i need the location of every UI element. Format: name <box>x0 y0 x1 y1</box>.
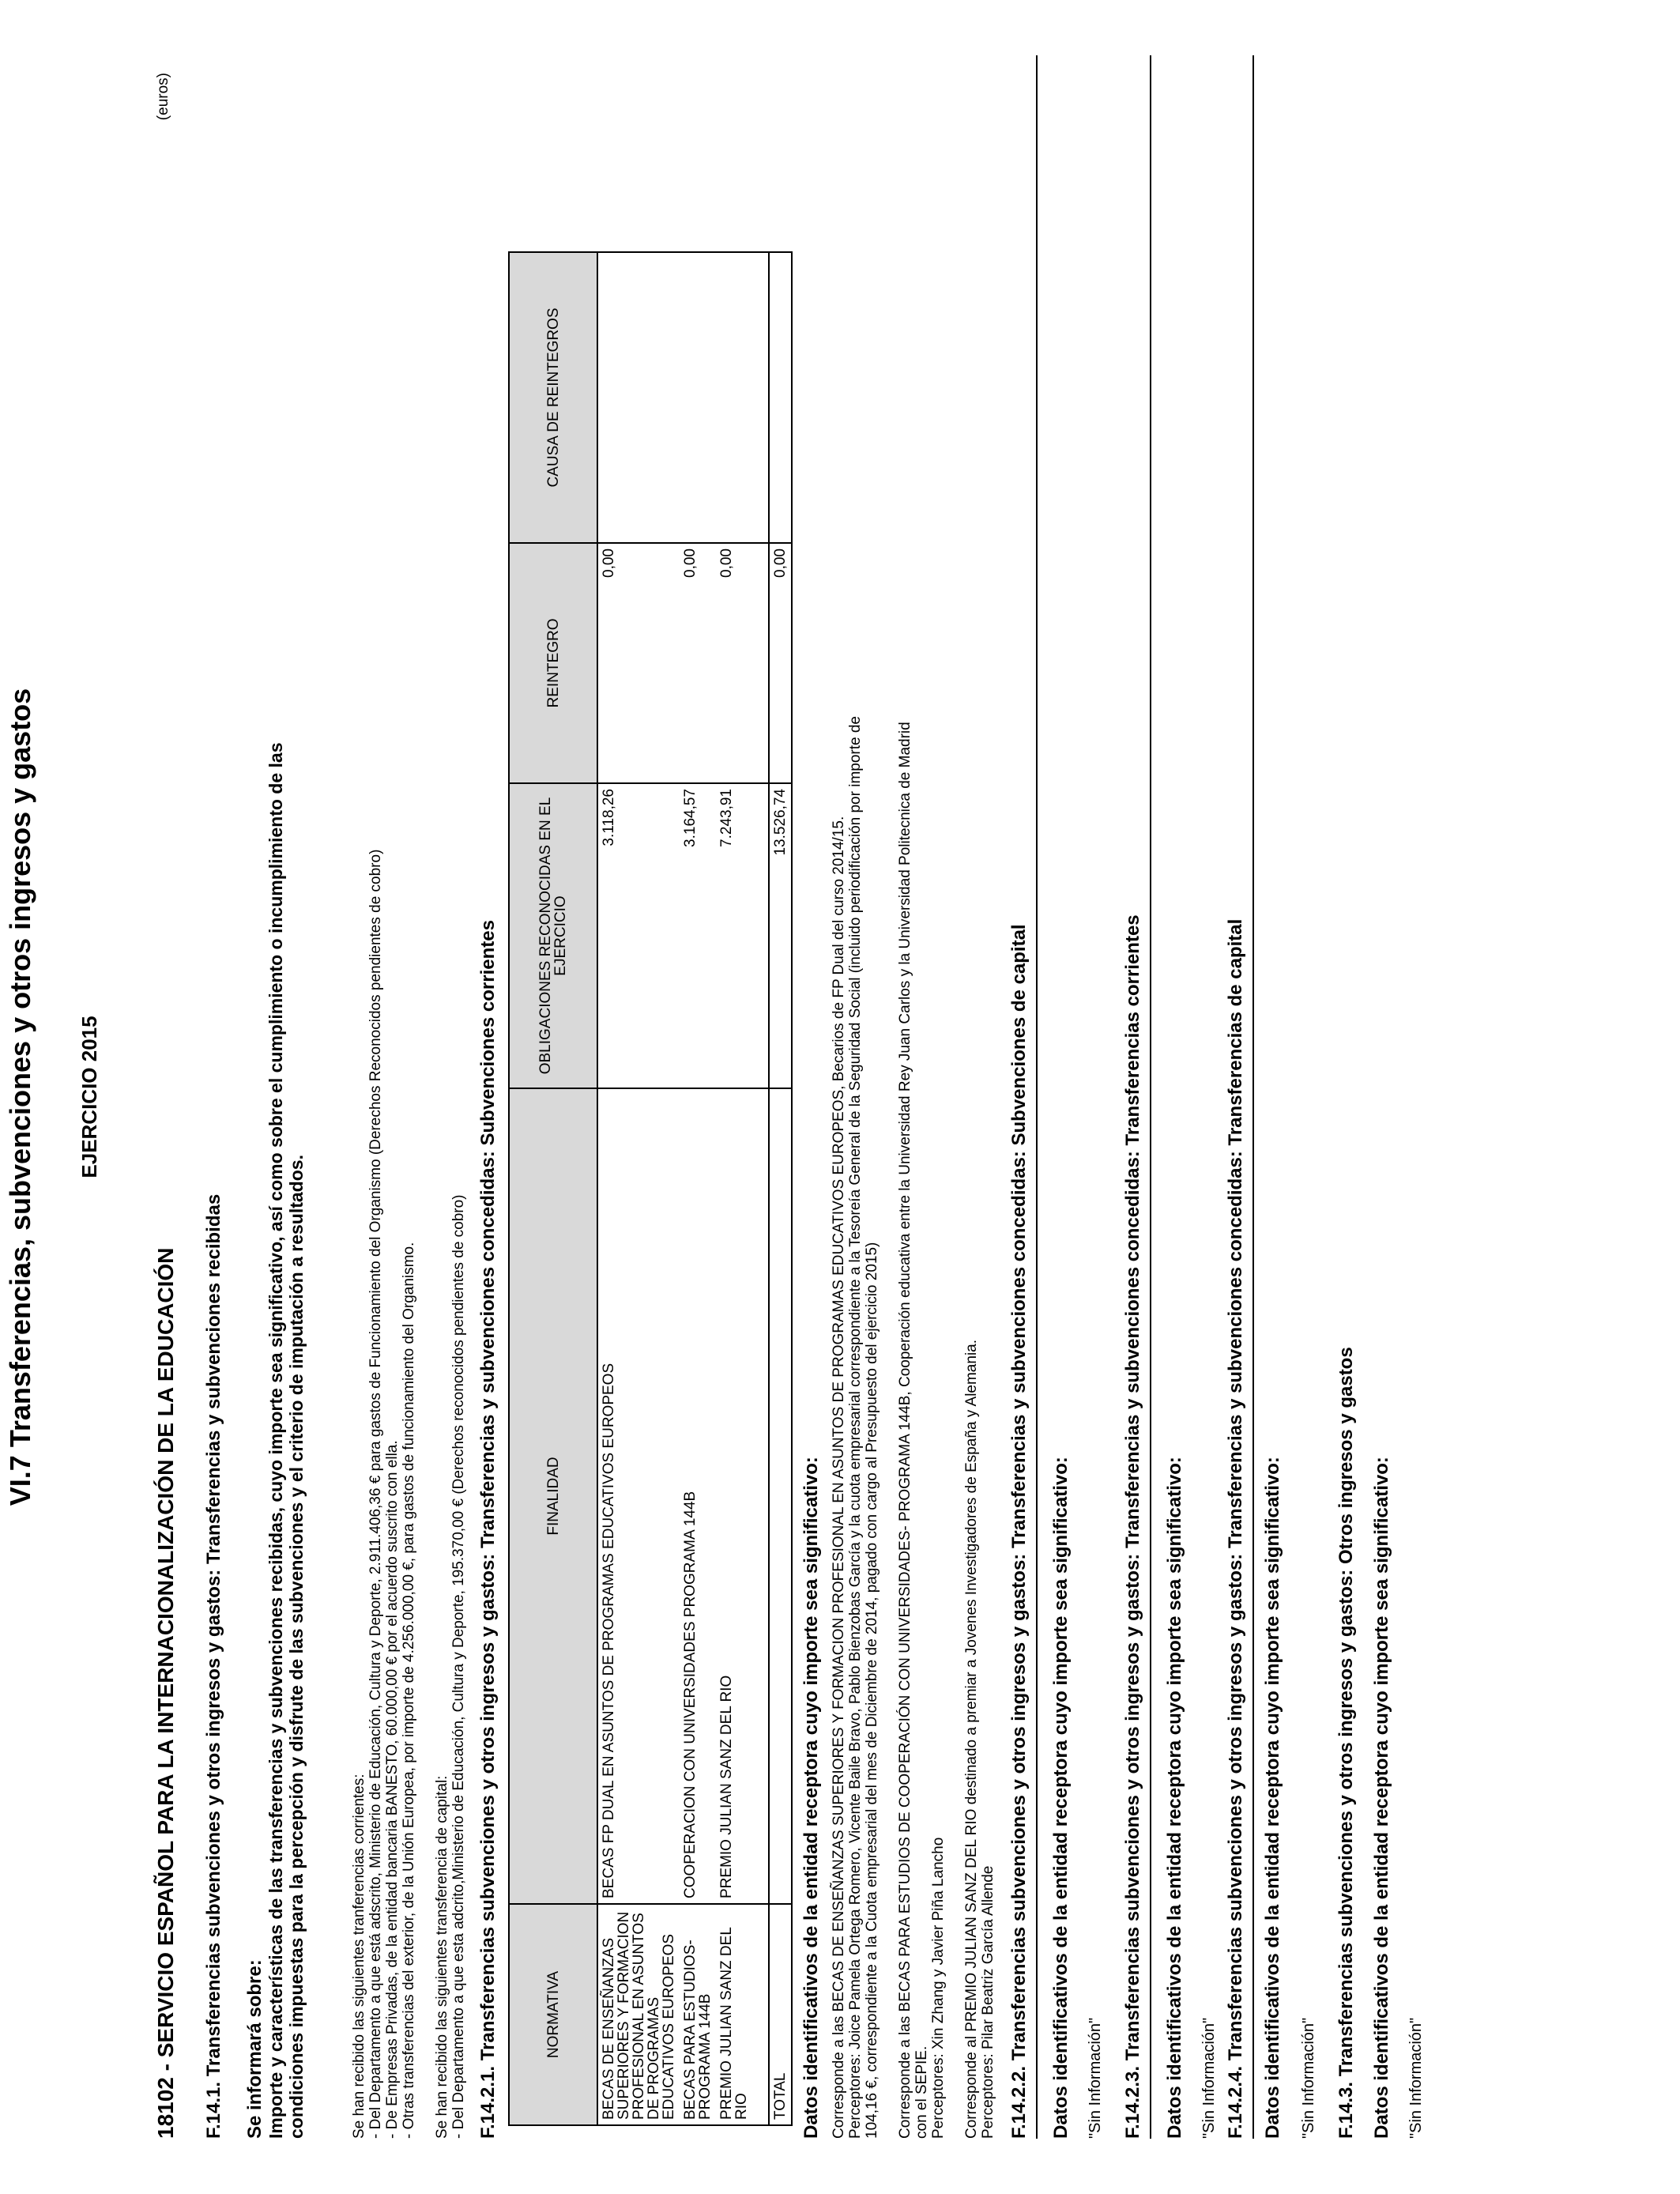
informara-body-line-2: condiciones impuestas para la percepción y disfrute de las subvenciones y el criterio de imputación a resultados. <box>286 1155 307 2139</box>
f1423-datos-label: Datos identificativos de la entidad receptora cuyo importe sea significativo: <box>1164 1457 1185 2139</box>
paragraph-line: Corresponde al PREMIO JULIAN SANZ DEL RIO destinado a premiar a Jovenes Investigadores de España y Alemania. <box>963 1339 980 2139</box>
total-finalidad <box>769 1088 792 1904</box>
f1421-datos-label: Datos identificativos de la entidad receptora cuyo importe sea significativo: <box>800 1457 822 2139</box>
cell-finalidad: PREMIO JULIAN SANZ DEL RIO <box>716 1088 769 1904</box>
paragraph-line: Perceptores: Xin Zhang y Javier Piña Lancho <box>930 1837 947 2139</box>
page-title: VI.7 Transferencias, subvenciones y otros ingresos y gastos <box>4 688 36 1506</box>
paragraph-line: 104,16 €, correspondiente a la Cuota empresarial del mes de Diciembre de 2014, pagado con cargo al Presupuesto del ejercicio 2015) <box>864 1242 880 2139</box>
units-label: (euros) <box>155 73 171 121</box>
table-row <box>716 252 769 2125</box>
cell-obligaciones: 3.164,57 <box>680 783 716 1088</box>
capital-line: - Del Departamento a que esta adcrito,Ministerio de Educación, Cultura y Deporte, 195.370,00 € (Derechos reconocidos pendientes de cobro) <box>450 1194 467 2139</box>
header-normativa: NORMATIVA <box>509 1904 597 2125</box>
capital-block <box>434 55 467 2139</box>
cell-reintegro: 0,00 <box>597 543 680 783</box>
cell-finalidad: COOPERACION CON UNIVERSIDADES PROGRAMA 144B <box>680 1088 716 1904</box>
becas-cooperacion-paragraph <box>897 55 947 2139</box>
f1424-datos-label: Datos identificativos de la entidad receptora cuyo importe sea significativo: <box>1262 1457 1283 2139</box>
f1424-value: "Sin Información" <box>1300 2017 1317 2139</box>
f1424-heading: F.14.2.4. Transferencias subvenciones y otros ingresos y gastos: Transferencias y subvenciones concedidas: Transferencias de capital <box>1225 918 1246 2139</box>
cell-obligaciones: 7.243,91 <box>716 783 769 1088</box>
total-causa <box>769 252 792 543</box>
cell-obligaciones: 3.118,26 <box>597 783 680 1088</box>
becas-fp-paragraph <box>831 55 880 2139</box>
table-row <box>680 252 716 2125</box>
corrientes-line: Se han recibido las siguientes tranferencias corrientes: <box>351 1774 367 2139</box>
paragraph-line: Corresponde a las BECAS DE ENSEÑANZAS SUPERIORES Y FORMACION PROFESIONAL EN ASUNTOS DE PROGRAMAS EDUCATIVOS EUROPEOS, Becarios de FP Dual del curso 2014/15. <box>831 816 847 2139</box>
cell-normativa: BECAS DE ENSEÑANZAS SUPERIORES Y FORMACION PROFESIONAL EN ASUNTOS DE PROGRAMAS EDUCATIVOS EUROPEOS <box>597 1904 680 2125</box>
f1422-datos-label: Datos identificativos de la entidad receptora cuyo importe sea significativo: <box>1050 1457 1072 2139</box>
header-obligaciones: OBLIGACIONES RECONOCIDAS EN EL EJERCICIO <box>509 783 597 1088</box>
table-header-row <box>509 252 597 2125</box>
paragraph-line: con el SEPIE. <box>913 2045 930 2139</box>
cell-finalidad: BECAS FP DUAL EN ASUNTOS DE PROGRAMAS EDUCATIVOS EUROPEOS <box>597 1088 680 1904</box>
corrientes-block <box>351 55 417 2139</box>
paragraph-line: Corresponde a las BECAS PARA ESTUDIOS DE COOPERACIÓN CON UNIVERSIDADES- PROGRAMA 144B, Cooperación educativa entre la Universidad Rey Juan Carlos y la Universidad Politecnica de Madrid <box>897 722 913 2139</box>
cell-causa <box>680 252 716 543</box>
total-obligaciones: 13.526,74 <box>769 783 792 1088</box>
divider <box>1150 55 1151 2139</box>
cell-causa <box>716 252 769 543</box>
cell-reintegro: 0,00 <box>680 543 716 783</box>
divider <box>1036 55 1038 2139</box>
total-label: TOTAL <box>769 1904 792 2125</box>
table-total-row <box>769 252 792 2125</box>
total-reintegro: 0,00 <box>769 543 792 783</box>
f1422-value: "Sin Información" <box>1087 2017 1104 2139</box>
f141-heading: F.14.1. Transferencias subvenciones y otros ingresos y gastos: Transferencias y subvenciones recibidas <box>203 1193 224 2139</box>
f1423-heading: F.14.2.3. Transferencias subvenciones y otros ingresos y gastos: Transferencias y subvenciones concedidas: Transferencias corrientes <box>1122 914 1143 2139</box>
header-finalidad: FINALIDAD <box>509 1088 597 1904</box>
premio-paragraph <box>963 55 996 2139</box>
f143-heading: F.14.3. Transferencias subvenciones y otros ingresos y gastos: Otros ingresos y gastos <box>1335 1347 1357 2139</box>
cell-normativa: BECAS PARA ESTUDIOS- PROGRAMA 144B <box>680 1904 716 2125</box>
table-row <box>597 252 680 2125</box>
ejercicio-label: EJERCICIO 2015 <box>77 1016 101 1178</box>
cell-normativa: PREMIO JULIAN SANZ DEL RIO <box>716 1904 769 2125</box>
header-causa-reintegros: CAUSA DE REINTEGROS <box>509 252 597 543</box>
f143-value: "Sin Información" <box>1407 2017 1425 2139</box>
f1423-value: "Sin Información" <box>1200 2017 1218 2139</box>
informara-body-line-1: Importe y características de las transferencias y subvenciones recibidas, cuyo importe sea significativo, así como sobre el cumplimiento o incumplimiento de las <box>266 742 286 2139</box>
corrientes-line: - Otras transferencias del exterior, de la Unión Europea, por importe de 4.256.000,00 €, para gastos de funcionamiento del Organismo. <box>401 1242 417 2139</box>
cell-causa <box>597 252 680 543</box>
informara-label: Se informará sobre: <box>244 1959 266 2139</box>
organismo-heading: 18102 - SERVICIO ESPAÑOL PARA LA INTERNACIONALIZACIÓN DE LA EDUCACIÓN <box>153 1247 178 2139</box>
corrientes-line: - De Empresas Privadas, de la entidad bancaria BANESTO, 60.000,00 € por el acuerdo suscrito con ella. <box>384 1440 401 2139</box>
subvenciones-corrientes-table <box>508 251 793 2126</box>
header-reintegro: REINTEGRO <box>509 543 597 783</box>
corrientes-line: - Del Departamento a que está adscrito, Ministerio de Educación, Cultura y Deporte, 2.911.406,36 € para gastos de Funcionamiento del Organismo (Derechos Reconocidos pendientes de cobro) <box>367 849 384 2139</box>
paragraph-line: Perceptores: Joice Pamela Ortega Romero, Vicente Baile Bravo, Pablo Bienzobas García y la cuota empresarial correspondiente a la Tesoreía General de la Seguridad Social (incluido periodificación por importe de <box>847 716 864 2139</box>
divider <box>1252 55 1254 2139</box>
f1422-heading: F.14.2.2. Transferencias subvenciones y otros ingresos y gastos: Transferencias y subvenciones concedidas: Subvenciones de capital <box>1008 924 1030 2139</box>
capital-line: Se han recibido las siguientes transferencia de capital: <box>434 1775 450 2139</box>
f1421-heading: F.14.2.1. Transferencias subvenciones y otros ingresos y gastos: Transferencias y subvenciones concedidas: Subvenciones corrientes <box>477 920 499 2139</box>
f143-datos-label: Datos identificativos de la entidad receptora cuyo importe sea significativo: <box>1371 1457 1392 2139</box>
paragraph-line: Perceptores: Pilar Beatriz García Allende <box>980 1865 996 2139</box>
cell-reintegro: 0,00 <box>716 543 769 783</box>
